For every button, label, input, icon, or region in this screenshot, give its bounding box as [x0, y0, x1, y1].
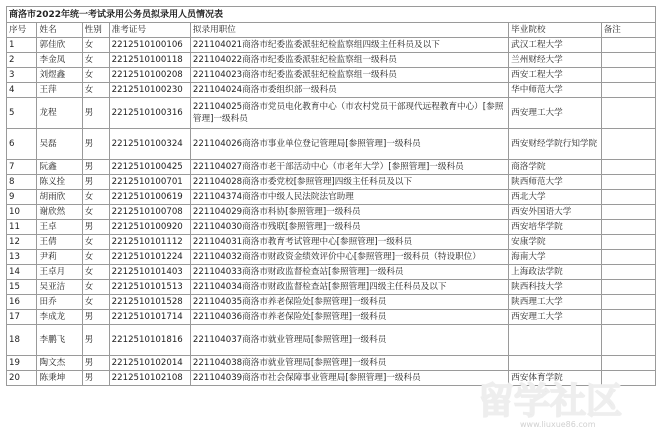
header-sex: 性别 — [82, 23, 109, 38]
cell-name: 王萍 — [37, 83, 82, 98]
cell-sex: 女 — [82, 280, 109, 295]
cell-name: 阮鑫 — [37, 160, 82, 175]
table-row — [7, 98, 656, 129]
cell-note — [601, 160, 655, 175]
cell-note — [601, 129, 655, 160]
cell-exam-id: 2212510100619 — [109, 190, 190, 205]
cell-exam-id: 2212510100316 — [109, 98, 190, 129]
cell-sex: 男 — [82, 98, 109, 129]
table-row — [7, 310, 656, 325]
table-row — [7, 53, 656, 68]
cell-no: 12 — [7, 235, 37, 250]
cell-note — [601, 68, 655, 83]
cell-sex: 男 — [82, 175, 109, 190]
cell-sex: 男 — [82, 356, 109, 371]
cell-no: 7 — [7, 160, 37, 175]
cell-sex: 女 — [82, 295, 109, 310]
table-row — [7, 68, 656, 83]
cell-sex: 男 — [82, 129, 109, 160]
cell-sex: 女 — [82, 190, 109, 205]
cell-note — [601, 53, 655, 68]
cell-no: 3 — [7, 68, 37, 83]
cell-school: 西安体育学院 — [509, 371, 602, 386]
watermark-text: 留学社区 — [478, 381, 623, 422]
cell-note — [601, 265, 655, 280]
cell-school: 商洛学院 — [509, 160, 602, 175]
cell-exam-id: 2212510102108 — [109, 371, 190, 386]
cell-note — [601, 250, 655, 265]
cell-name: 陈秉坤 — [37, 371, 82, 386]
cell-position: 221104032商洛市财政资金绩效评价中心[参照管理]一级科员（特设职位） — [190, 250, 508, 265]
table-row — [7, 235, 656, 250]
cell-position: 221104021商洛市纪委监委派驻纪检监察组四级主任科员及以下 — [190, 38, 508, 53]
cell-school: 西安财经学院行知学院 — [509, 129, 602, 160]
cell-no: 11 — [7, 220, 37, 235]
cell-no: 6 — [7, 129, 37, 160]
cell-sex: 女 — [82, 83, 109, 98]
personnel-table — [6, 6, 656, 386]
cell-school: 武汉工程大学 — [509, 38, 602, 53]
cell-note — [601, 280, 655, 295]
cell-no: 16 — [7, 295, 37, 310]
table-row — [7, 129, 656, 160]
cell-no: 18 — [7, 325, 37, 356]
cell-name: 陈义拴 — [37, 175, 82, 190]
cell-name: 李鹏飞 — [37, 325, 82, 356]
cell-no: 4 — [7, 83, 37, 98]
cell-name: 陶文杰 — [37, 356, 82, 371]
table-row — [7, 190, 656, 205]
cell-position: 221104027商洛市老干部活动中心（市老年大学）[参照管理]一级科员 — [190, 160, 508, 175]
cell-school: 西安外国语大学 — [509, 205, 602, 220]
cell-no: 15 — [7, 280, 37, 295]
cell-no: 10 — [7, 205, 37, 220]
cell-name: 李成龙 — [37, 310, 82, 325]
cell-exam-id: 2212510100324 — [109, 129, 190, 160]
cell-note — [601, 83, 655, 98]
cell-no: 13 — [7, 250, 37, 265]
cell-position: 221104038商洛市就业管理局[参照管理]一级科员 — [190, 356, 508, 371]
table-row — [7, 175, 656, 190]
site-watermark — [474, 375, 654, 431]
cell-name: 王倩 — [37, 235, 82, 250]
cell-exam-id: 2212510101403 — [109, 265, 190, 280]
cell-no: 8 — [7, 175, 37, 190]
cell-school: 安康学院 — [509, 235, 602, 250]
cell-position: 221104374商洛市中级人民法院法官助理 — [190, 190, 508, 205]
table-row — [7, 250, 656, 265]
cell-school — [509, 325, 602, 356]
watermark-url: www.liuxue86.com — [520, 420, 596, 429]
cell-position: 221104029商洛市科协[参照管理]一级科员 — [190, 205, 508, 220]
table-row — [7, 220, 656, 235]
table-title: 商洛市2022年统一考试录用公务员拟录用人员情况表 — [7, 7, 656, 23]
cell-school: 陕西科技大学 — [509, 280, 602, 295]
cell-name: 尹莉 — [37, 250, 82, 265]
cell-no: 1 — [7, 38, 37, 53]
cell-no: 17 — [7, 310, 37, 325]
cell-position: 221104026商洛市事业单位登记管理局[参照管理]一级科员 — [190, 129, 508, 160]
table-title-row — [7, 7, 656, 23]
cell-name: 郭佳欣 — [37, 38, 82, 53]
cell-sex: 女 — [82, 250, 109, 265]
cell-school: 陕西理工大学 — [509, 295, 602, 310]
cell-position: 221104035商洛市养老保险处[参照管理]一级科员 — [190, 295, 508, 310]
cell-sex: 女 — [82, 235, 109, 250]
cell-note — [601, 295, 655, 310]
cell-sex: 女 — [82, 53, 109, 68]
cell-no: 5 — [7, 98, 37, 129]
cell-exam-id: 2212510100106 — [109, 38, 190, 53]
cell-no: 9 — [7, 190, 37, 205]
cell-exam-id: 2212510101112 — [109, 235, 190, 250]
cell-exam-id: 2212510100708 — [109, 205, 190, 220]
cell-school: 西安工程大学 — [509, 68, 602, 83]
table-row — [7, 295, 656, 310]
cell-exam-id: 2212510100701 — [109, 175, 190, 190]
cell-exam-id: 2212510100118 — [109, 53, 190, 68]
cell-sex: 女 — [82, 38, 109, 53]
table-row — [7, 265, 656, 280]
cell-exam-id: 2212510100208 — [109, 68, 190, 83]
cell-school: 西安理工大学 — [509, 98, 602, 129]
cell-exam-id: 2212510101224 — [109, 250, 190, 265]
cell-sex: 男 — [82, 220, 109, 235]
cell-position: 221104028商洛市委党校[参照管理]四级主任科员及以下 — [190, 175, 508, 190]
cell-sex: 男 — [82, 160, 109, 175]
cell-exam-id: 2212510101513 — [109, 280, 190, 295]
cell-position: 221104037商洛市就业管理局[参照管理]一级科员 — [190, 325, 508, 356]
cell-name: 刘煜鑫 — [37, 68, 82, 83]
table-header-row — [7, 23, 656, 38]
cell-exam-id: 2212510100425 — [109, 160, 190, 175]
cell-no: 19 — [7, 356, 37, 371]
cell-sex: 男 — [82, 325, 109, 356]
cell-no: 14 — [7, 265, 37, 280]
cell-school: 西安培华学院 — [509, 220, 602, 235]
cell-note — [601, 190, 655, 205]
cell-sex: 女 — [82, 265, 109, 280]
cell-school: 海南大学 — [509, 250, 602, 265]
cell-exam-id: 2212510102014 — [109, 356, 190, 371]
cell-position: 221104030商洛市残联[参照管理]一级科员 — [190, 220, 508, 235]
header-name: 姓名 — [37, 23, 82, 38]
cell-note — [601, 325, 655, 356]
cell-school: 西安理工大学 — [509, 310, 602, 325]
cell-no: 20 — [7, 371, 37, 386]
cell-name: 田乔 — [37, 295, 82, 310]
header-school: 毕业院校 — [509, 23, 602, 38]
cell-exam-id: 2212510100920 — [109, 220, 190, 235]
table-row — [7, 356, 656, 371]
cell-school: 华中师范大学 — [509, 83, 602, 98]
header-no: 序号 — [7, 23, 37, 38]
cell-school — [509, 356, 602, 371]
cell-position: 221104025商洛市党员电化教育中心（市农村党员干部现代远程教育中心）[参照管理]一级科员 — [190, 98, 508, 129]
cell-name: 吴亚洁 — [37, 280, 82, 295]
cell-name: 龙程 — [37, 98, 82, 129]
header-note: 备注 — [601, 23, 655, 38]
cell-name: 王卓月 — [37, 265, 82, 280]
cell-exam-id: 2212510101816 — [109, 325, 190, 356]
cell-note — [601, 220, 655, 235]
cell-note — [601, 175, 655, 190]
cell-exam-id: 2212510101528 — [109, 295, 190, 310]
cell-school: 兰州财经大学 — [509, 53, 602, 68]
cell-name: 谢欣然 — [37, 205, 82, 220]
cell-sex: 女 — [82, 68, 109, 83]
cell-sex: 男 — [82, 371, 109, 386]
table-row — [7, 325, 656, 356]
cell-name: 胡雨欣 — [37, 190, 82, 205]
cell-note — [601, 38, 655, 53]
table-row — [7, 38, 656, 53]
cell-exam-id: 2212510101714 — [109, 310, 190, 325]
cell-note — [601, 235, 655, 250]
table-row — [7, 280, 656, 295]
cell-position: 221104034商洛市财政监督检查站[参照管理]四级主任科员及以下 — [190, 280, 508, 295]
cell-sex: 男 — [82, 310, 109, 325]
cell-exam-id: 2212510100230 — [109, 83, 190, 98]
cell-note — [601, 356, 655, 371]
cell-position: 221104024商洛市委组织部一级科员 — [190, 83, 508, 98]
cell-name: 王卓 — [37, 220, 82, 235]
cell-name: 吴磊 — [37, 129, 82, 160]
cell-note — [601, 205, 655, 220]
cell-position: 221104031商洛市教育考试管理中心[参照管理]一级科员 — [190, 235, 508, 250]
cell-position: 221104036商洛市养老保险处[参照管理]一级科员 — [190, 310, 508, 325]
cell-note — [601, 310, 655, 325]
header-position: 拟录用职位 — [190, 23, 508, 38]
personnel-table-sheet — [6, 6, 656, 386]
header-exam-id: 准考证号 — [109, 23, 190, 38]
table-row — [7, 160, 656, 175]
cell-position: 221104022商洛市纪委监委派驻纪检监察组一级科员 — [190, 53, 508, 68]
cell-school: 上海政法学院 — [509, 265, 602, 280]
cell-position: 221104039商洛市社会保障事业管理局[参照管理]一级科员 — [190, 371, 508, 386]
cell-note — [601, 98, 655, 129]
cell-no: 2 — [7, 53, 37, 68]
cell-sex: 女 — [82, 205, 109, 220]
table-row — [7, 205, 656, 220]
cell-school: 陕西师范大学 — [509, 175, 602, 190]
cell-position: 221104033商洛市财政监督检查站[参照管理]一级科员 — [190, 265, 508, 280]
cell-position: 221104023商洛市纪委监委派驻纪检监察组一级科员 — [190, 68, 508, 83]
table-row — [7, 83, 656, 98]
cell-name: 李金凤 — [37, 53, 82, 68]
cell-school: 西北大学 — [509, 190, 602, 205]
